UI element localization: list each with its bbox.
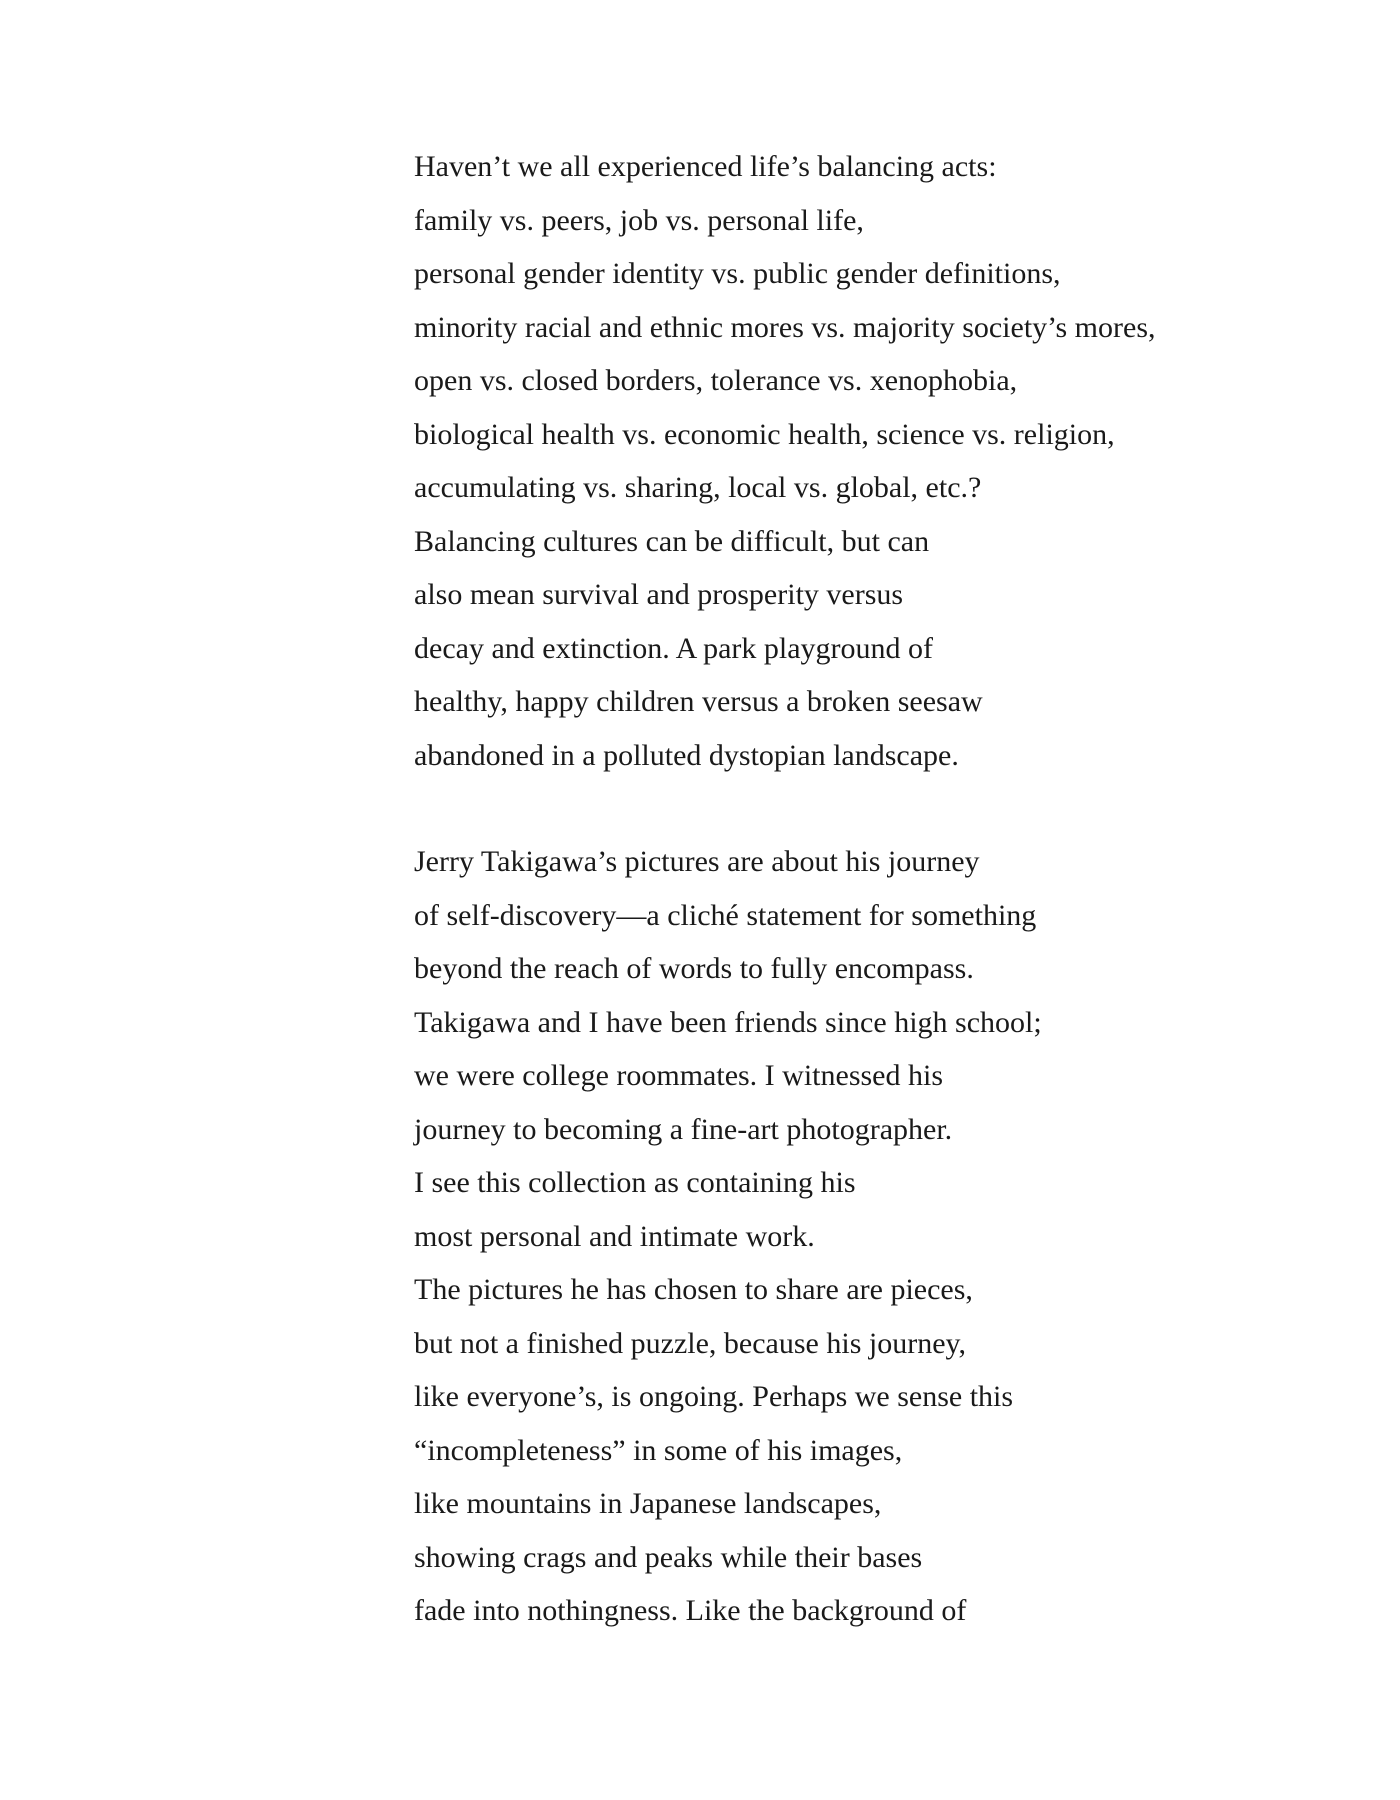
text-line: like mountains in Japanese landscapes, (414, 1487, 882, 1520)
text-line: Balancing cultures can be difficult, but can (414, 524, 930, 558)
text-line: but not a finished puzzle, because his journey, (414, 1326, 967, 1360)
text-line: Haven’t we all experienced life’s balancing acts: (414, 150, 997, 183)
text-line: showing crags and peaks while their bases (414, 1540, 923, 1574)
text-line: accumulating vs. sharing, local vs. global, etc.? (414, 471, 982, 504)
stanza-takigawa-journey (414, 835, 1314, 1638)
text-line: The pictures he has chosen to share are pieces, (414, 1273, 973, 1306)
text-line: open vs. closed borders, tolerance vs. xenophobia, (414, 364, 1018, 397)
text-line: Jerry Takigawa’s pictures are about his journey (414, 845, 980, 878)
text-line: like everyone’s, is ongoing. Perhaps we sense this (414, 1380, 1014, 1413)
text-line: family vs. peers, job vs. personal life, (414, 203, 864, 237)
text-line: also mean survival and prosperity versus (414, 578, 904, 611)
text-line: minority racial and ethnic mores vs. majority society’s mores, (414, 310, 1156, 344)
text-line: of self-discovery—a cliché statement for something (414, 898, 1037, 932)
text-line: beyond the reach of words to fully encompass. (414, 952, 974, 985)
text-line: Takigawa and I have been friends since high school; (414, 1005, 1042, 1039)
text-line: “incompleteness” in some of his images, (414, 1433, 903, 1467)
stanza-balancing-acts (414, 140, 1314, 782)
text-line: fade into nothingness. Like the background of (414, 1594, 967, 1627)
text-line: journey to becoming a fine-art photographer. (414, 1112, 953, 1146)
text-line: we were college roommates. I witnessed his (414, 1059, 943, 1092)
text-line: abandoned in a polluted dystopian landscape. (414, 738, 959, 772)
text-line: most personal and intimate work. (414, 1219, 815, 1253)
text-line: I see this collection as containing his (414, 1166, 856, 1199)
text-line: biological health vs. economic health, science vs. religion, (414, 417, 1115, 451)
text-line: healthy, happy children versus a broken seesaw (414, 685, 983, 718)
text-line: decay and extinction. A park playground of (414, 631, 934, 665)
text-line: personal gender identity vs. public gender definitions, (414, 257, 1061, 290)
body-text (414, 140, 1314, 1638)
